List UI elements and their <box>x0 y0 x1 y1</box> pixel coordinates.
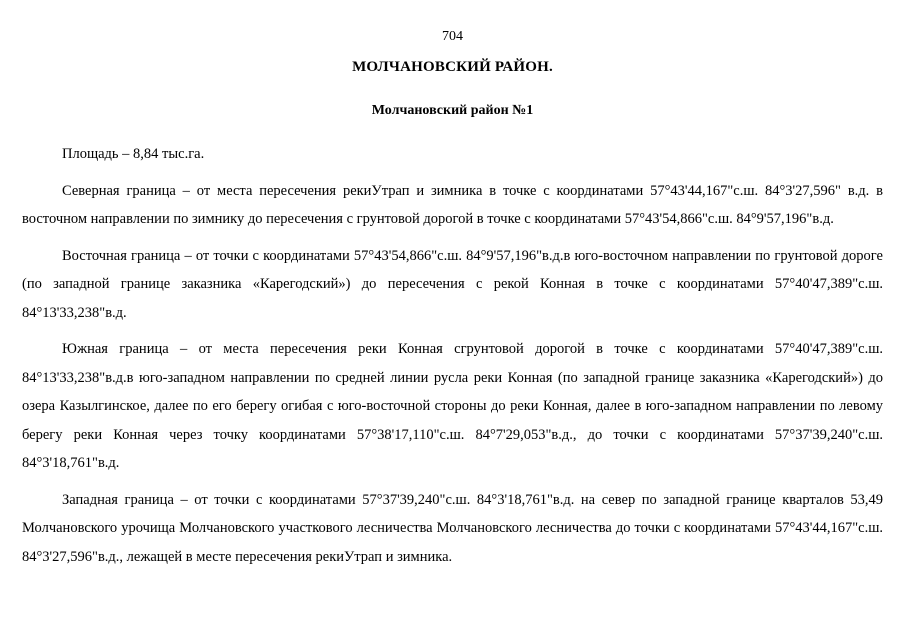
section-title: Молчановский район №1 <box>371 103 534 118</box>
area-paragraph: Площадь – 8,84 тыс.га. <box>62 146 205 162</box>
paragraphs-container <box>22 140 883 571</box>
west-boundary-paragraph: Западная граница – от точки с координатами 57°37'39,240"с.ш. 84°3'18,761"в.д. на север по западной границе кварталов 53,49 Молчановского урочища Молчановского участкового лесничества Молчановского лесничества до точки с координатами 57°43'44,167"с.ш. 84°3'27,596"в.д., лежащей в месте пересечения рекиУтрап и зимника. <box>22 491 883 565</box>
page-number: 704 <box>442 29 463 44</box>
south-boundary-paragraph: Южная граница – от места пересечения реки Конная сгрунтовой дорогой в точке с координатами 57°40'47,389"с.ш. 84°13'33,238"в.д.в юго-западном направлении по средней линии русла реки Конная (по западной границе заказника «Карегодский») до озера Казылгинское, далее по его берегу огибая с юго-восточной стороны до реки Конная, далее в юго-западном направлении по левому берегу реки Конная через точку координатами 57°38'17,110"с.ш. 84°7'29,053"в.д., до точки с координатами 57°37'39,240"с.ш. 84°3'18,761"в.д. <box>22 341 883 471</box>
north-boundary-paragraph: Северная граница – от места пересечения рекиУтрап и зимника в точке с координатами 57°43'44,167"с.ш. 84°3'27,596" в.д. в восточном направлении по зимнику до пересечения с грунтовой дорогой в точке с координатами 57°43'54,866"с.ш. 84°9'57,196"в.д. <box>22 182 883 227</box>
east-boundary-paragraph: Восточная граница – от точки с координатами 57°43'54,866"с.ш. 84°9'57,196"в.д.в юго-восточном направлении по грунтовой дороге (по западной границе заказника «Карегодский») до пересечения с рекой Конная в точке с координатами 57°40'47,389"с.ш. 84°13'33,238"в.д. <box>22 247 883 321</box>
document-title: МОЛЧАНОВСКИЙ РАЙОН. <box>352 59 553 75</box>
